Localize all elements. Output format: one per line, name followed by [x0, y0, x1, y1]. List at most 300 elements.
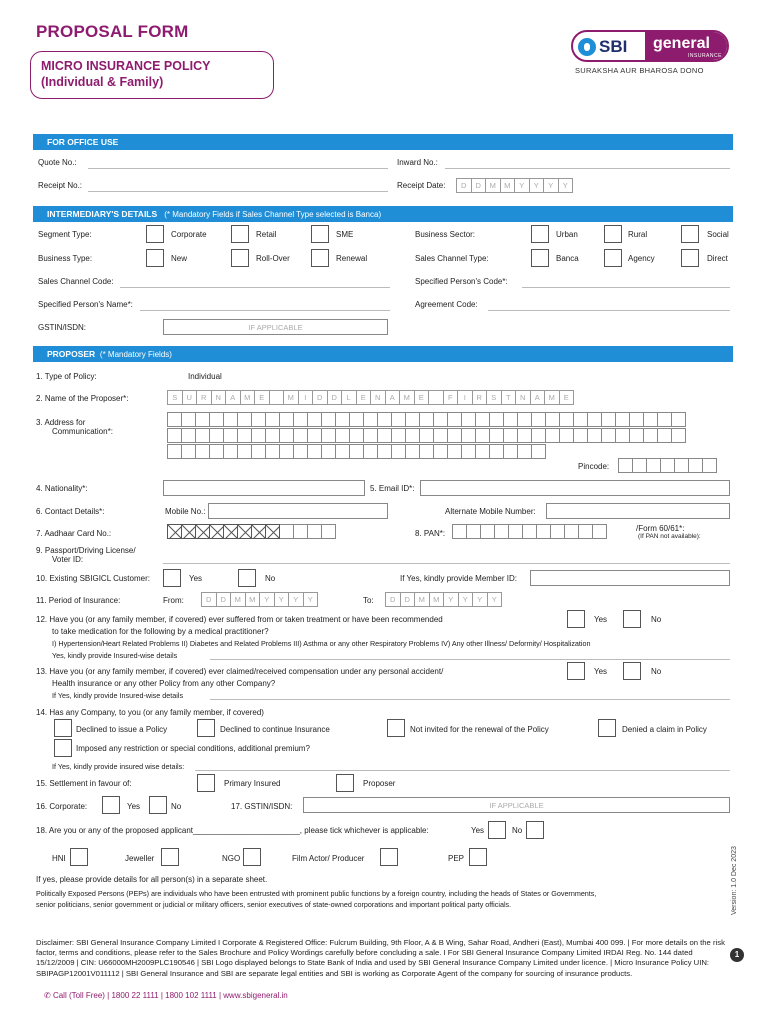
name-cell[interactable]: M — [283, 390, 299, 405]
checkbox-imposed[interactable] — [54, 739, 72, 757]
q10-label: 10. Existing SBIGICL Customer: — [36, 574, 150, 583]
name-cell[interactable]: S — [167, 390, 183, 405]
option-social: Social — [707, 230, 729, 239]
name-cell[interactable]: F — [443, 390, 459, 405]
aadhaar-cells[interactable] — [167, 524, 335, 539]
pan-cell[interactable] — [466, 524, 481, 539]
checkbox-existing-yes[interactable] — [163, 569, 181, 587]
address-cell[interactable] — [517, 428, 532, 443]
pan-cell[interactable] — [480, 524, 495, 539]
address-cell[interactable] — [349, 444, 364, 459]
address-cell[interactable] — [587, 412, 602, 427]
q4-label: 4. Nationality*: — [36, 484, 88, 493]
address-cell[interactable] — [265, 428, 280, 443]
checkbox-film-actor[interactable] — [380, 848, 398, 866]
address-cell[interactable] — [419, 428, 434, 443]
address-cell[interactable] — [307, 444, 322, 459]
option-renewal: Renewal — [336, 254, 368, 263]
address-cell[interactable] — [251, 444, 266, 459]
address-cell[interactable] — [321, 412, 336, 427]
mobile-label: Mobile No.: — [165, 507, 206, 516]
email-field[interactable] — [420, 480, 730, 496]
declined-continue-label: Declined to continue Insurance — [220, 725, 330, 734]
date-cell[interactable]: Y — [303, 592, 319, 607]
pan-cell[interactable] — [522, 524, 537, 539]
name-cell[interactable]: D — [327, 390, 343, 405]
pan-cell[interactable] — [452, 524, 467, 539]
option-agency: Agency — [628, 254, 655, 263]
receipt-no-label: Receipt No.: — [38, 181, 83, 190]
checkbox-declined-continue[interactable] — [197, 719, 215, 737]
checkbox-not-invited[interactable] — [387, 719, 405, 737]
checkbox-q18-no[interactable] — [526, 821, 544, 839]
address-cell[interactable] — [377, 412, 392, 427]
address-cell[interactable] — [195, 428, 210, 443]
aadhaar-cell[interactable] — [307, 524, 322, 539]
address-cell[interactable] — [601, 428, 616, 443]
name-cell[interactable] — [428, 390, 444, 405]
address-cell[interactable] — [265, 412, 280, 427]
aadhaar-cell[interactable] — [279, 524, 294, 539]
checkbox-proposer[interactable] — [336, 774, 354, 792]
address-cell[interactable] — [503, 444, 518, 459]
address-cell[interactable] — [503, 412, 518, 427]
address-cell[interactable] — [307, 428, 322, 443]
intermediary-title: INTERMEDIARY'S DETAILS — [47, 209, 158, 219]
checkbox-q12-yes[interactable] — [567, 610, 585, 628]
address-cell[interactable] — [349, 412, 364, 427]
pan-cell[interactable] — [564, 524, 579, 539]
address-cell[interactable] — [447, 412, 462, 427]
address-cell[interactable] — [377, 428, 392, 443]
name-cell[interactable]: E — [559, 390, 575, 405]
address-cell[interactable] — [391, 412, 406, 427]
address-cell[interactable] — [279, 444, 294, 459]
aadhaar-cell[interactable] — [293, 524, 308, 539]
address-cell[interactable] — [629, 428, 644, 443]
address-cell[interactable] — [433, 428, 448, 443]
date-cell[interactable]: D — [456, 178, 472, 193]
intermediary-note: (* Mandatory Fields if Sales Channel Type selected is Banca) — [164, 210, 382, 219]
q12-details-field[interactable] — [210, 659, 730, 660]
name-cell[interactable]: N — [211, 390, 227, 405]
address-cell[interactable] — [475, 444, 490, 459]
date-cell[interactable]: Y — [458, 592, 474, 607]
option-rollover: Roll-Over — [256, 254, 290, 263]
version-text: Version: 1.0 Dec 2023 — [731, 846, 738, 915]
name-cell[interactable]: I — [298, 390, 314, 405]
address-cell[interactable] — [363, 444, 378, 459]
checkbox-social[interactable] — [681, 225, 699, 243]
name-cell[interactable]: A — [225, 390, 241, 405]
address-cell[interactable] — [475, 428, 490, 443]
pan-cells[interactable] — [452, 524, 606, 539]
date-cell[interactable]: M — [429, 592, 445, 607]
address-cell[interactable] — [447, 428, 462, 443]
q3-label-line2: Communication*: — [52, 427, 113, 436]
address-cell[interactable] — [615, 412, 630, 427]
pincode-cell[interactable] — [618, 458, 633, 473]
name-cell[interactable]: N — [370, 390, 386, 405]
address-cell[interactable] — [349, 428, 364, 443]
mobile-field[interactable] — [208, 503, 388, 519]
date-cell[interactable]: M — [230, 592, 246, 607]
pincode-cell[interactable] — [632, 458, 647, 473]
name-cell[interactable] — [269, 390, 285, 405]
checkbox-denied-claim[interactable] — [598, 719, 616, 737]
aadhaar-cell[interactable] — [223, 524, 238, 539]
address-cell[interactable] — [559, 412, 574, 427]
address-cell[interactable] — [433, 412, 448, 427]
checkbox-banca[interactable] — [531, 249, 549, 267]
date-cell[interactable]: Y — [472, 592, 488, 607]
address-cell[interactable] — [587, 428, 602, 443]
q12-line2: to take medication for the following by a medical practitioner? — [52, 627, 269, 636]
q9-label-line2: Voter ID: — [52, 555, 84, 564]
option-urban: Urban — [556, 230, 578, 239]
name-cell[interactable]: N — [515, 390, 531, 405]
q13-line1: 13. Have you (or any family member, if covered) ever claimed/received compensation under any personal accident/ — [36, 667, 444, 676]
pincode-cells[interactable] — [618, 458, 716, 473]
separate-sheet-note: If yes, please provide details for all person(s) in a separate sheet. — [36, 875, 268, 884]
pan-cell[interactable] — [536, 524, 551, 539]
pan-cell[interactable] — [578, 524, 593, 539]
checkbox-existing-no[interactable] — [238, 569, 256, 587]
tagline: SURAKSHA AUR BHAROSA DONO — [575, 66, 704, 75]
receipt-date-cells[interactable] — [456, 178, 572, 193]
address-cell[interactable] — [209, 428, 224, 443]
contact-line — [44, 991, 288, 1000]
checkbox-corporate[interactable] — [146, 225, 164, 243]
address-cell[interactable] — [223, 412, 238, 427]
address-cell[interactable] — [447, 444, 462, 459]
address-cell[interactable] — [601, 412, 616, 427]
address-cell[interactable] — [517, 444, 532, 459]
date-cell[interactable]: M — [245, 592, 261, 607]
page-title: PROPOSAL FORM — [36, 22, 189, 41]
address-cell[interactable] — [251, 428, 266, 443]
pincode-cell[interactable] — [660, 458, 675, 473]
receipt-no-field[interactable] — [88, 191, 388, 192]
address-cell[interactable] — [671, 428, 686, 443]
address-cell[interactable] — [335, 428, 350, 443]
address-cell[interactable] — [265, 444, 280, 459]
checkbox-ngo[interactable] — [243, 848, 261, 866]
date-cell[interactable]: Y — [529, 178, 545, 193]
q12-conditions: I) Hypertension/Heart Related Problems II) Diabetes and Related Problems III) Asthma or any other Respiratory Problems IV) Any other Illness/ Deformity/ Hospitalization — [52, 639, 591, 648]
name-cell[interactable]: M — [399, 390, 415, 405]
q18-yes-label: Yes — [471, 826, 485, 835]
sales-channel-code-field[interactable] — [120, 287, 390, 288]
address-cell[interactable] — [363, 428, 378, 443]
address-cell[interactable] — [405, 412, 420, 427]
address-cell[interactable] — [251, 412, 266, 427]
address-cell[interactable] — [517, 412, 532, 427]
aadhaar-cell[interactable] — [167, 524, 182, 539]
aadhaar-cell[interactable] — [251, 524, 266, 539]
agreement-code-field[interactable] — [488, 310, 730, 311]
period-to-cells[interactable] — [385, 592, 501, 607]
gstin-field[interactable]: IF APPLICABLE — [163, 319, 388, 335]
address-cell[interactable] — [461, 444, 476, 459]
date-cell[interactable]: Y — [288, 592, 304, 607]
pan-cell[interactable] — [508, 524, 523, 539]
name-cell[interactable]: E — [356, 390, 372, 405]
address-cell[interactable] — [181, 412, 196, 427]
checkbox-direct[interactable] — [681, 249, 699, 267]
address-cell[interactable] — [475, 412, 490, 427]
address-cell[interactable] — [279, 412, 294, 427]
aadhaar-cell[interactable] — [181, 524, 196, 539]
hni-label: HNI — [52, 854, 66, 863]
address-cell[interactable] — [237, 444, 252, 459]
office-use-title: FOR OFFICE USE — [47, 137, 119, 147]
aadhaar-cell[interactable] — [265, 524, 280, 539]
option-sme: SME — [336, 230, 354, 239]
name-cell[interactable]: U — [182, 390, 198, 405]
date-cell[interactable]: D — [216, 592, 232, 607]
checkbox-pep[interactable] — [469, 848, 487, 866]
option-retail: Retail — [256, 230, 277, 239]
address-cell[interactable] — [433, 444, 448, 459]
q13-details-field[interactable] — [210, 699, 730, 700]
date-cell[interactable]: D — [400, 592, 416, 607]
q1-value: Individual — [188, 372, 222, 381]
name-cell[interactable]: R — [472, 390, 488, 405]
address-cell[interactable] — [377, 444, 392, 459]
date-cell[interactable]: D — [385, 592, 401, 607]
checkbox-hni[interactable] — [70, 848, 88, 866]
ngo-label: NGO — [222, 854, 241, 863]
q12-details-label: Yes, kindly provide Insured-wise details — [52, 651, 178, 660]
address-cell[interactable] — [181, 428, 196, 443]
address-cell[interactable] — [167, 444, 182, 459]
date-cell[interactable]: Y — [443, 592, 459, 607]
declined-issue-label: Declined to issue a Policy — [76, 725, 168, 734]
date-cell[interactable]: M — [485, 178, 501, 193]
checkbox-retail[interactable] — [231, 225, 249, 243]
address-cell[interactable] — [643, 428, 658, 443]
pincode-cell[interactable] — [688, 458, 703, 473]
q7-label: 7. Aadhaar Card No.: — [36, 529, 112, 538]
passport-field[interactable] — [163, 563, 730, 564]
date-cell[interactable]: Y — [487, 592, 503, 607]
address-cell[interactable] — [671, 412, 686, 427]
aadhaar-cell[interactable] — [195, 524, 210, 539]
address-cell[interactable] — [489, 428, 504, 443]
date-cell[interactable]: Y — [514, 178, 530, 193]
option-new: New — [171, 254, 188, 263]
address-cell[interactable] — [545, 428, 560, 443]
address-cell[interactable] — [335, 444, 350, 459]
date-cell[interactable]: D — [471, 178, 487, 193]
date-cell[interactable]: Y — [274, 592, 290, 607]
aadhaar-cell[interactable] — [209, 524, 224, 539]
date-cell[interactable]: D — [201, 592, 217, 607]
address-cell[interactable] — [293, 428, 308, 443]
address-cell[interactable] — [279, 428, 294, 443]
name-cell[interactable]: A — [530, 390, 546, 405]
name-cell[interactable]: E — [414, 390, 430, 405]
address-cell[interactable] — [489, 412, 504, 427]
contact-text: Call (Toll Free) | 1800 22 1111 | 1800 102 1111 | www.sbigeneral.in — [52, 991, 288, 1000]
q3-label-line1: 3. Address for — [36, 418, 86, 427]
pan-cell[interactable] — [550, 524, 565, 539]
not-invited-label: Not invited for the renewal of the Policy — [410, 725, 549, 734]
address-cell[interactable] — [559, 428, 574, 443]
imposed-label: Imposed any restriction or special conditions, additional premium? — [76, 744, 310, 753]
nationality-field[interactable] — [163, 480, 365, 496]
address-cell[interactable] — [629, 412, 644, 427]
q11-label: 11. Period of Insurance: — [36, 596, 121, 605]
checkbox-rural[interactable] — [604, 225, 622, 243]
subtitle-line1: MICRO INSURANCE POLICY — [41, 59, 211, 73]
address-cell[interactable] — [503, 428, 518, 443]
address-cell[interactable] — [405, 428, 420, 443]
jeweller-label: Jeweller — [125, 854, 155, 863]
pincode-cell[interactable] — [646, 458, 661, 473]
checkbox-new[interactable] — [146, 249, 164, 267]
specified-person-code-field[interactable] — [522, 287, 730, 288]
checkbox-q18-yes[interactable] — [488, 821, 506, 839]
address-cell[interactable] — [223, 444, 238, 459]
address-cell[interactable] — [363, 412, 378, 427]
logo-insurance-text: INSURANCE — [688, 53, 722, 59]
name-cell[interactable]: M — [240, 390, 256, 405]
checkbox-q13-no[interactable] — [623, 662, 641, 680]
checkbox-q13-yes[interactable] — [567, 662, 585, 680]
quote-no-field[interactable] — [88, 168, 388, 169]
date-cell[interactable]: M — [414, 592, 430, 607]
option-direct: Direct — [707, 254, 728, 263]
address-grid[interactable] — [167, 412, 685, 460]
checkbox-sme[interactable] — [311, 225, 329, 243]
checkbox-primary-insured[interactable] — [197, 774, 215, 792]
address-cell[interactable] — [419, 444, 434, 459]
pincode-cell[interactable] — [702, 458, 717, 473]
inward-no-field[interactable] — [445, 168, 730, 169]
address-cell[interactable] — [237, 428, 252, 443]
address-cell[interactable] — [167, 412, 182, 427]
name-cell[interactable]: T — [501, 390, 517, 405]
address-cell[interactable] — [405, 444, 420, 459]
name-cell[interactable]: A — [385, 390, 401, 405]
checkbox-q12-no[interactable] — [623, 610, 641, 628]
address-cell[interactable] — [419, 412, 434, 427]
address-cell[interactable] — [223, 428, 238, 443]
address-cell[interactable] — [657, 412, 672, 427]
checkbox-renewal[interactable] — [311, 249, 329, 267]
address-cell[interactable] — [209, 444, 224, 459]
date-cell[interactable]: M — [500, 178, 516, 193]
address-cell[interactable] — [657, 428, 672, 443]
address-cell[interactable] — [573, 412, 588, 427]
address-cell[interactable] — [293, 412, 308, 427]
pan-cell[interactable] — [592, 524, 607, 539]
address-cell[interactable] — [195, 444, 210, 459]
corporate-no-label: No — [171, 802, 182, 811]
proposer-bar — [33, 346, 733, 362]
address-cell[interactable] — [321, 428, 336, 443]
checkbox-corporate-yes[interactable] — [102, 796, 120, 814]
subtitle-box — [30, 51, 274, 99]
proposer-option-label: Proposer — [363, 779, 396, 788]
pincode-cell[interactable] — [674, 458, 689, 473]
logo-general-text: general — [645, 32, 729, 62]
address-cell[interactable] — [461, 428, 476, 443]
member-id-field[interactable] — [530, 570, 730, 586]
checkbox-agency[interactable] — [604, 249, 622, 267]
aadhaar-cell[interactable] — [321, 524, 336, 539]
q12-no-label: No — [651, 615, 662, 624]
checkbox-corporate-no[interactable] — [149, 796, 167, 814]
address-cell[interactable] — [531, 444, 546, 459]
specified-person-name-field[interactable] — [140, 310, 390, 311]
address-cell[interactable] — [615, 428, 630, 443]
checkbox-declined-issue[interactable] — [54, 719, 72, 737]
name-cell[interactable]: R — [196, 390, 212, 405]
address-cell[interactable] — [195, 412, 210, 427]
address-cell[interactable] — [181, 444, 196, 459]
pan-cell[interactable] — [494, 524, 509, 539]
address-cell[interactable] — [545, 412, 560, 427]
q2-label: 2. Name of the Proposer*: — [36, 394, 129, 403]
alt-mobile-label: Alternate Mobile Number: — [445, 507, 536, 516]
proposer-name-cells[interactable] — [167, 390, 573, 405]
sbi-logo-icon — [578, 38, 596, 56]
address-cell[interactable] — [643, 412, 658, 427]
date-cell[interactable]: Y — [558, 178, 574, 193]
address-cell[interactable] — [573, 428, 588, 443]
period-from-cells[interactable] — [201, 592, 317, 607]
q14-details-field[interactable] — [195, 770, 730, 771]
q17-gstin-field[interactable]: IF APPLICABLE — [303, 797, 730, 813]
phone-icon: ✆ — [44, 991, 51, 1000]
address-cell[interactable] — [391, 428, 406, 443]
name-cell[interactable]: D — [312, 390, 328, 405]
address-cell[interactable] — [391, 444, 406, 459]
address-cell[interactable] — [531, 412, 546, 427]
address-cell[interactable] — [209, 412, 224, 427]
date-cell[interactable]: Y — [543, 178, 559, 193]
option-corporate: Corporate — [171, 230, 207, 239]
aadhaar-cell[interactable] — [237, 524, 252, 539]
address-cell[interactable] — [293, 444, 308, 459]
address-cell[interactable] — [167, 428, 182, 443]
name-cell[interactable]: L — [341, 390, 357, 405]
date-cell[interactable]: Y — [259, 592, 275, 607]
address-cell[interactable] — [489, 444, 504, 459]
q14-details-label: If Yes, kindly provide insured wise details: — [52, 762, 185, 771]
address-cell[interactable] — [237, 412, 252, 427]
q14-label: 14. Has any Company, to you (or any family member, if covered) — [36, 708, 264, 717]
address-cell[interactable] — [321, 444, 336, 459]
name-cell[interactable]: I — [457, 390, 473, 405]
checkbox-rollover[interactable] — [231, 249, 249, 267]
address-cell[interactable] — [461, 412, 476, 427]
sales-channel-type-label: Sales Channel Type: — [415, 254, 489, 263]
address-cell[interactable] — [307, 412, 322, 427]
alt-mobile-field[interactable] — [546, 503, 730, 519]
checkbox-urban[interactable] — [531, 225, 549, 243]
name-cell[interactable]: E — [254, 390, 270, 405]
address-cell[interactable] — [531, 428, 546, 443]
address-cell[interactable] — [335, 412, 350, 427]
member-id-label: If Yes, kindly provide Member ID: — [400, 574, 517, 583]
checkbox-jeweller[interactable] — [161, 848, 179, 866]
name-cell[interactable]: M — [544, 390, 560, 405]
name-cell[interactable]: S — [486, 390, 502, 405]
